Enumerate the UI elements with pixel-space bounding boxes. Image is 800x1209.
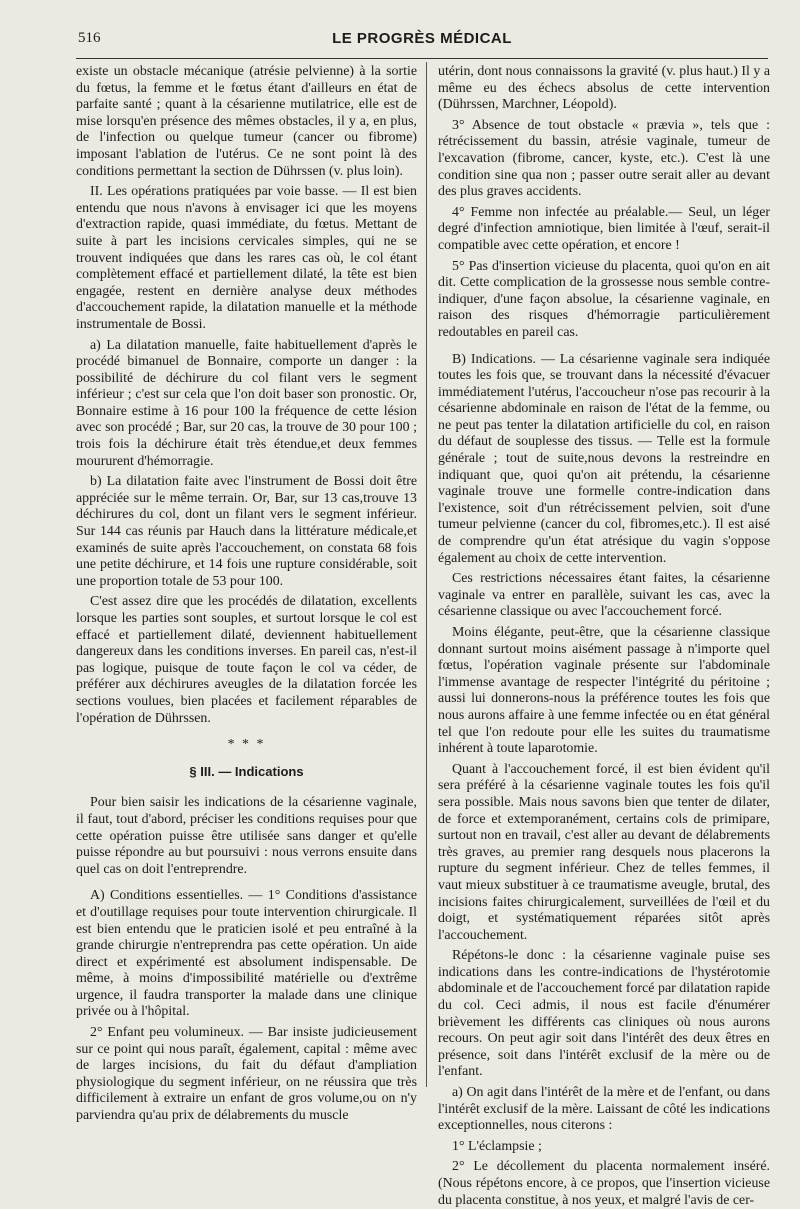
section-stars: * * * xyxy=(227,737,266,753)
paragraph: a) La dilatation manuelle, faite habituellement d'après le procédé bimanuel de Bonnaire, comporte un danger : la possibilité de déchirure du col filant vers le segment inférieur ; c'est sur cela que l'on doit baser son pronostic. Or, Bonnaire estime à 16 pour 100 la fréquence de cette lésion avec son procédé ; Bar, sur 20 cas, la trouve de 30 pour 100 ; trois fois la déchirure était très étendue,et deux femmes moururent d'hémorragie. xyxy=(76,337,417,469)
paragraph: Pour bien saisir les indications de la césarienne vaginale, il faut, tout d'abord, préciser les conditions requises pour que cette opération puisse être utilisée sans danger et qu'elle puisse répondre au but poursuivi : nous verrons ensuite dans quel cas on doit l'entreprendre. xyxy=(76,795,417,877)
column-divider xyxy=(426,62,427,1087)
paragraph: 4° Femme non infectée au préalable.— Seul, un léger degré d'infection amniotique, bien limitée à l'œuf, serait-il compatible avec cette opération, et encore ! xyxy=(438,204,770,253)
list-item: 1° L'éclampsie ; xyxy=(452,1138,542,1154)
paragraph: utérin, dont nous connaissons la gravité (v. plus haut.) Il y a même eu des échecs absolus de cette intervention (Dührssen, Marchner, Léopold). xyxy=(438,64,770,113)
header-rule xyxy=(76,58,768,59)
paragraph: Moins élégante, peut-être, que la césarienne classique donnant surtout moins aisément passage à n'importe quel fœtus, l'opération vaginale présente sur l'abdominale l'immense avantage de respecter l'intégrité du péritoine ; aussi lui donnerons-nous la préférence toutes les fois que nous aurons affaire à une femme infectée ou en état général tel que l'on redoute pour elle les suites du traumatisme inhérent à toute laparotomie. xyxy=(438,625,770,757)
paragraph: A) Conditions essentielles. — 1° Conditions d'assistance et d'outillage requises pour toute intervention chirurgicale. Il est bien entendu que le praticien isolé et peu entraîné à la grande chirurgie n'entreprendra pas cette opération. Un aide direct et expérimenté est absolument indispensable. De même, à moins d'impossibilité matérielle ou d'extrême urgence, il faudra transporter la malade dans une clinique privée ou à l'hôpital. xyxy=(76,888,417,1020)
paragraph: b) La dilatation faite avec l'instrument de Bossi doit être appréciée sur le même terrain. Or, Bar, sur 13 cas,trouve 13 déchirures du col, dont un filant vers le segment inférieur. Sur 144 cas réunis par Hauch dans la littérature médicale,et examinés de suite après l'accouchement, on constata 68 fois une petite déchirure, et 14 fois une rupture considérable, soit une proportion totale de 53 pour 100. xyxy=(76,474,417,589)
paragraph: existe un obstacle mécanique (atrésie pelvienne) à la sortie du fœtus, la femme et le fœtus étant d'ailleurs en état de parfaite santé ; quant à la césarienne mutilatrice, elle est de mise lorsqu'en présence des mêmes obstacles, il y a, en plus, de l'infection ou quelque tumeur (cancer ou fibrome) imposant l'ablation de l'utérus. Ce ne sont point là des conditions permettant la section de Dührssen (v. plus loin). xyxy=(76,64,417,179)
paragraph: II. Les opérations pratiquées par voie basse. — Il est bien entendu que nous n'avons à envisager ici que les moyens d'extraction rapide, quasi immédiate, du fœtus. Mettant de suite à part les incisions cervicales simples, qui ne se trouvent indiquées que dans les rares cas où, le col étant complètement effacé et partiellement dilaté, la tête est bien engagée, restent en dernière analyse deux méthodes d'accouchement rapide, la dilatation manuelle et la méthode instrumentale de Bossi. xyxy=(76,184,417,332)
running-head: LE PROGRÈS MÉDICAL xyxy=(332,30,512,47)
page-header xyxy=(78,28,766,50)
paragraph: 5° Pas d'insertion vicieuse du placenta, quoi qu'on en ait dit. Cette complication de la grossesse nous semble contre-indiquer, d'une façon absolue, la césarienne vaginale, en raison des risques d'hémorragie particulièrement redoutables en pareil cas. xyxy=(438,258,770,340)
section-heading xyxy=(76,764,417,782)
paragraph: 3° Absence de tout obstacle « prævia », tels que : rétrécissement du bassin, atrésie vaginale, tumeur de l'excavation (fibrome, cancer, kyste, etc.). C'est là une condition sine qua non ; passer outre serait aller au devant des plus graves accidents. xyxy=(438,117,770,200)
list-item: 2° Le décollement du placenta normalement inséré. (Nous répétons encore, à ce propos, que l'insertion vicieuse du placenta constitue, à nos yeux, et malgré l'avis de cer- xyxy=(438,1159,770,1208)
section-title: § III. — Indications xyxy=(189,763,304,779)
left-column xyxy=(76,64,417,1124)
paragraph: Quant à l'accouchement forcé, il est bien évident qu'il sera préféré à la césarienne vaginale toutes les fois qu'il sera possible. Mais nous savons bien que tenter de dilater, de force et extemporanément, certains cols de primipare, surtout non en travail, c'est aller au devant de délabrements très graves, au premier rang desquels nous placerons la rupture du segment inférieur. Chez de telles femmes, il vaut mieux substituer à ce traumatisme aveugle, brutal, des incisions faites chirurgicalement, surveillées de l'œil et du doigt, et systématiquement réparées sitôt après l'accouchement. xyxy=(438,761,770,943)
paragraph: Répétons-le donc : la césarienne vaginale puise ses indications dans les contre-indications de l'hystérotomie abdominale et de l'accouchement forcé par dilatation rapide du col. Ceci admis, il nous est facile d'énumérer brièvement les différents cas cliniques où nous aurons recours. On peut agir soit dans l'intérêt des deux êtres en présence, soit dans l'intérêt exclusif de la mère ou de l'enfant. xyxy=(438,948,770,1080)
right-column xyxy=(438,64,770,1208)
page-number: 516 xyxy=(78,30,101,46)
paragraph: C'est assez dire que les procédés de dilatation, excellents lorsque les parties sont souples, et surtout lorsque le col est effacé et partiellement dilaté, deviennent habituellement dangereux dans les conditions inverses. En pareil cas, n'est-il pas logique, puisque de toute façon le col va céder, de préférer aux déchirures aveugles de la dilatation forcée les sections voulues, bien placées et facilement réparables de l'opération de Dührssen. xyxy=(76,594,417,726)
paragraph: a) On agit dans l'intérêt de la mère et de l'enfant, ou dans l'intérêt exclusif de la mère. Laissant de côté les indications exceptionnelles, nous citerons : xyxy=(438,1085,770,1134)
paragraph: Ces restrictions nécessaires étant faites, la césarienne vaginale va entrer en parallèle, suivant les cas, avec la césarienne classique ou avec l'accouchement forcé. xyxy=(438,571,770,620)
paragraph: B) Indications. — La césarienne vaginale sera indiquée toutes les fois que, se trouvant dans la nécessité d'évacuer immédiatement l'utérus, l'accoucheur n'ose pas recourir à la césarienne abdominale en raison de l'état de la femme, ou ne peut pas tenter la dilatation artificielle du col, en raison du défaut de souplesse des tissus. — Telle est la formule générale ; tout de suite,nous devons la restreindre en indiquant que, quoi qu'on ait prétendu, la césarienne vaginale trouve une formelle contre-indication dans l'existence, soit d'un rétrécissement pelvien, soit d'une tumeur pelvienne (cancer du col, fibromes,etc.). Il est aisé de comprendre qu'un état atrésique du vagin s'oppose également au choix de cette intervention. xyxy=(438,351,770,566)
paragraph: 2° Enfant peu volumineux. — Bar insiste judicieusement sur ce point qui nous paraît, également, capital : même avec de larges incisions, du fait du défaut d'ampliation physiologique du segment inférieur, on ne réussira que très difficilement à extraire un enfant de gros volume,ou on n'y parviendra qu'au prix de délabrements du muscle xyxy=(76,1025,417,1124)
